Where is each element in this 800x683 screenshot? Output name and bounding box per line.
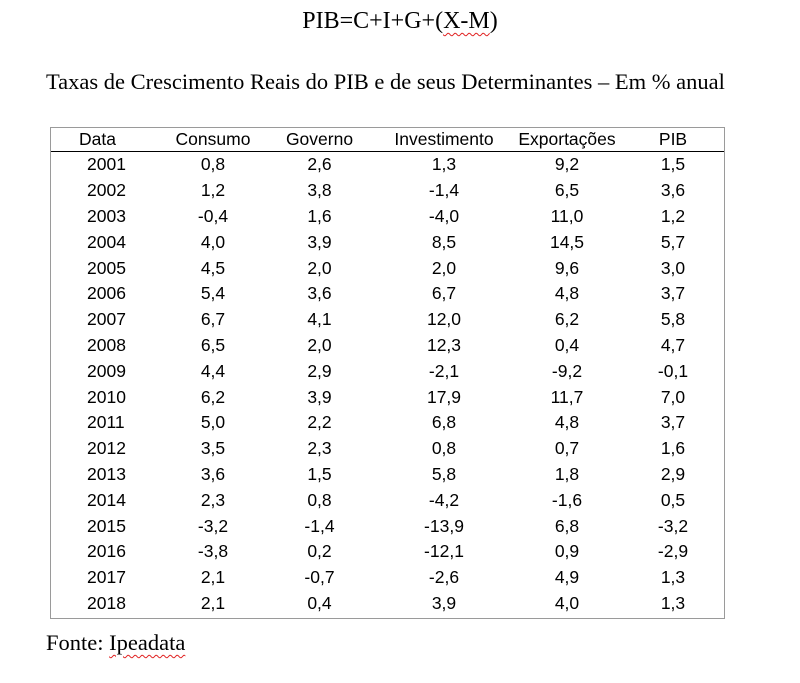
cell-investimento: 8,5 bbox=[431, 231, 457, 252]
table-row bbox=[51, 204, 724, 230]
cell-consumo: 2,1 bbox=[200, 592, 226, 613]
table-row bbox=[51, 410, 724, 436]
cell-consumo: 3,5 bbox=[200, 438, 226, 459]
table-row bbox=[51, 333, 724, 359]
cell-exportacoes: 0,9 bbox=[554, 541, 580, 562]
growth-rates-table bbox=[51, 128, 724, 616]
cell-consumo: -0,4 bbox=[197, 205, 229, 226]
cell-pib: 4,7 bbox=[660, 334, 686, 355]
cell-year: 2007 bbox=[87, 309, 126, 330]
cell-year: 2005 bbox=[87, 257, 126, 278]
cell-consumo: 2,1 bbox=[200, 567, 226, 588]
cell-investimento: -13,9 bbox=[424, 515, 464, 536]
table-frame bbox=[50, 127, 725, 619]
cell-exportacoes: 0,4 bbox=[554, 334, 580, 355]
cell-pib: 3,6 bbox=[660, 180, 686, 201]
cell-pib: 2,9 bbox=[660, 463, 686, 484]
cell-year: 2001 bbox=[87, 154, 126, 175]
cell-pib: 3,7 bbox=[660, 412, 686, 433]
header-data: Data bbox=[51, 128, 163, 152]
table-row bbox=[51, 358, 724, 384]
cell-exportacoes: 4,8 bbox=[554, 283, 580, 304]
cell-consumo: 3,6 bbox=[200, 463, 226, 484]
cell-exportacoes: 6,8 bbox=[554, 515, 580, 536]
cell-pib: 1,3 bbox=[660, 592, 686, 613]
cell-year: 2018 bbox=[87, 592, 126, 613]
table-row bbox=[51, 591, 724, 617]
cell-consumo: 2,3 bbox=[200, 489, 226, 510]
cell-pib: 0,5 bbox=[660, 489, 686, 510]
cell-exportacoes: 11,0 bbox=[550, 205, 584, 226]
cell-investimento: -12,1 bbox=[424, 541, 464, 562]
cell-governo: 3,9 bbox=[307, 231, 332, 252]
cell-investimento: -4,2 bbox=[428, 489, 460, 510]
cell-pib: -0,1 bbox=[657, 360, 689, 381]
cell-investimento: 6,8 bbox=[431, 412, 457, 433]
cell-governo: 3,6 bbox=[307, 283, 332, 304]
cell-governo: 4,1 bbox=[307, 309, 332, 330]
cell-pib: 5,8 bbox=[660, 309, 686, 330]
cell-year: 2003 bbox=[87, 205, 126, 226]
cell-consumo: 4,4 bbox=[200, 360, 226, 381]
cell-governo: 2,2 bbox=[307, 412, 332, 433]
cell-pib: 5,7 bbox=[660, 231, 686, 252]
cell-consumo: 6,5 bbox=[200, 334, 226, 355]
cell-exportacoes: 4,0 bbox=[554, 592, 580, 613]
cell-year: 2012 bbox=[87, 438, 126, 459]
source-label: Fonte: bbox=[46, 630, 110, 655]
cell-consumo: -3,8 bbox=[197, 541, 229, 562]
cell-consumo: 4,0 bbox=[200, 231, 226, 252]
cell-consumo: 0,8 bbox=[200, 154, 226, 175]
header-governo: Governo bbox=[263, 128, 376, 152]
cell-governo: -0,7 bbox=[304, 567, 335, 588]
cell-pib: 3,7 bbox=[660, 283, 686, 304]
table-body bbox=[51, 152, 724, 617]
cell-governo: 1,6 bbox=[307, 205, 332, 226]
source-name: Ipeadata bbox=[109, 630, 186, 655]
cell-investimento: 17,9 bbox=[426, 386, 462, 407]
cell-year: 2017 bbox=[87, 567, 126, 588]
cell-governo: 2,6 bbox=[307, 154, 332, 175]
cell-consumo: 1,2 bbox=[200, 180, 226, 201]
header-investimento: Investimento bbox=[376, 128, 512, 152]
cell-pib: -2,9 bbox=[657, 541, 689, 562]
cell-year: 2009 bbox=[87, 360, 126, 381]
cell-investimento: -4,0 bbox=[428, 205, 460, 226]
table-row bbox=[51, 281, 724, 307]
cell-governo: 0,4 bbox=[307, 592, 332, 613]
formula-suffix: ) bbox=[489, 8, 498, 34]
header-pib: PIB bbox=[622, 128, 724, 152]
cell-exportacoes: 6,2 bbox=[554, 309, 580, 330]
cell-year: 2010 bbox=[87, 386, 126, 407]
table-row bbox=[51, 384, 724, 410]
header-consumo: Consumo bbox=[163, 128, 263, 152]
cell-consumo: 4,5 bbox=[200, 257, 226, 278]
cell-investimento: 3,9 bbox=[431, 592, 457, 613]
cell-exportacoes: 4,8 bbox=[554, 412, 580, 433]
table-row bbox=[51, 487, 724, 513]
cell-governo: 2,0 bbox=[307, 334, 332, 355]
cell-exportacoes: 14,5 bbox=[549, 231, 585, 252]
cell-investimento: 12,3 bbox=[426, 334, 462, 355]
cell-year: 2015 bbox=[87, 515, 126, 536]
cell-exportacoes: 9,2 bbox=[554, 154, 580, 175]
cell-governo: 0,8 bbox=[307, 489, 332, 510]
formula-prefix: PIB=C+I+G+( bbox=[302, 8, 444, 34]
cell-pib: 1,2 bbox=[660, 205, 686, 226]
cell-pib: 3,0 bbox=[660, 257, 686, 278]
formula-heading bbox=[0, 8, 800, 35]
cell-investimento: -2,6 bbox=[428, 567, 460, 588]
cell-investimento: 6,7 bbox=[431, 283, 457, 304]
cell-year: 2013 bbox=[87, 463, 126, 484]
cell-year: 2006 bbox=[87, 283, 126, 304]
table-row bbox=[51, 255, 724, 281]
cell-exportacoes: 9,6 bbox=[554, 257, 580, 278]
header-exportacoes: Exportações bbox=[512, 128, 622, 152]
cell-investimento: -2,1 bbox=[428, 360, 460, 381]
cell-consumo: 5,0 bbox=[200, 412, 226, 433]
cell-year: 2004 bbox=[87, 231, 126, 252]
cell-investimento: 1,3 bbox=[431, 154, 457, 175]
cell-year: 2011 bbox=[87, 412, 125, 433]
cell-exportacoes: 6,5 bbox=[554, 180, 580, 201]
cell-consumo: 6,7 bbox=[200, 309, 226, 330]
cell-governo: 2,3 bbox=[307, 438, 332, 459]
table-row bbox=[51, 539, 724, 565]
cell-investimento: 2,0 bbox=[431, 257, 457, 278]
cell-investimento: 12,0 bbox=[426, 309, 462, 330]
cell-governo: 3,9 bbox=[307, 386, 332, 407]
table-row bbox=[51, 436, 724, 462]
table-title: Taxas de Crescimento Reais do PIB e de seus Determinantes – Em % anual bbox=[46, 69, 725, 94]
cell-pib: 1,5 bbox=[660, 154, 686, 175]
cell-year: 2016 bbox=[87, 541, 126, 562]
cell-year: 2002 bbox=[87, 180, 126, 201]
formula-underlined-term: X-M bbox=[443, 8, 490, 34]
cell-exportacoes: 0,7 bbox=[554, 438, 580, 459]
table-row bbox=[51, 565, 724, 591]
table-row bbox=[51, 178, 724, 204]
cell-consumo: 5,4 bbox=[200, 283, 226, 304]
cell-governo: -1,4 bbox=[304, 515, 335, 536]
cell-exportacoes: 11,7 bbox=[550, 386, 584, 407]
cell-governo: 1,5 bbox=[307, 463, 332, 484]
table-row bbox=[51, 229, 724, 255]
table-header-row bbox=[51, 128, 724, 152]
cell-exportacoes: -9,2 bbox=[551, 360, 583, 381]
cell-pib: 1,6 bbox=[660, 438, 686, 459]
cell-consumo: -3,2 bbox=[197, 515, 229, 536]
cell-exportacoes: 4,9 bbox=[554, 567, 580, 588]
table-row bbox=[51, 152, 724, 178]
cell-investimento: 5,8 bbox=[431, 463, 457, 484]
table-row bbox=[51, 307, 724, 333]
cell-pib: 7,0 bbox=[660, 386, 686, 407]
table-row bbox=[51, 462, 724, 488]
source-note bbox=[46, 630, 185, 656]
table-row bbox=[51, 513, 724, 539]
cell-year: 2008 bbox=[87, 334, 126, 355]
cell-investimento: -1,4 bbox=[428, 180, 460, 201]
cell-pib: 1,3 bbox=[660, 567, 686, 588]
cell-exportacoes: -1,6 bbox=[551, 489, 583, 510]
cell-pib: -3,2 bbox=[657, 515, 689, 536]
cell-governo: 3,8 bbox=[307, 180, 332, 201]
cell-governo: 2,0 bbox=[307, 257, 332, 278]
cell-year: 2014 bbox=[87, 489, 126, 510]
cell-exportacoes: 1,8 bbox=[554, 463, 580, 484]
cell-investimento: 0,8 bbox=[431, 438, 457, 459]
cell-governo: 0,2 bbox=[307, 541, 332, 562]
cell-consumo: 6,2 bbox=[200, 386, 226, 407]
cell-governo: 2,9 bbox=[307, 360, 332, 381]
